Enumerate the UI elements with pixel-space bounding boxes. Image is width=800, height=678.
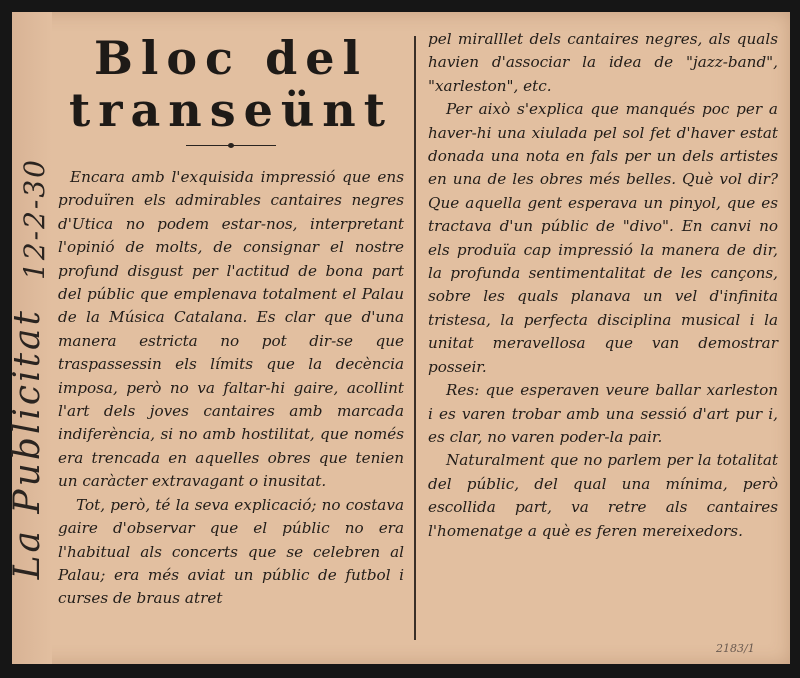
paragraph: Per això s'explica que manqués poc per a haver-hi una xiulada pel sol fet d'haver estat donada una nota en fals per un dels artistes en una de les obres més belles. Què vol dir? Que aquella gent esperava un pinyol, que es tractava d'un públic de "divo". En canvi no els produïa cap impressió la manera de dir, la profunda sentimentalitat de les cançons, sobre les quals planava un vel d'infinita tristesa, la perfecta disciplina musical i la unitat meravellosa que van demostrar posseir. <box>428 100 778 376</box>
handwritten-source: La Publicitat <box>7 308 48 580</box>
article-left-column <box>58 28 404 611</box>
title-line-2: transeünt <box>68 83 394 137</box>
paragraph: Res: que esperaven veure ballar xarleston i es varen trobar amb una sessió d'art pur i, es clar, no varen poder-la pair. <box>428 381 778 446</box>
paragraph: pel miralllet dels cantaires negres, als quals havien d'associar la idea de "jazz-band", "xarleston", etc. <box>428 30 778 95</box>
paragraph: Naturalment que no parlem per la totalitat del públic, del qual una mínima, però escollida part, va retre als cantaires l'homenatge a què es feren mereixedors. <box>428 451 778 540</box>
handwritten-date: 12-2-30 <box>18 158 51 280</box>
title-ornament <box>186 142 276 150</box>
paragraph: Tot, però, té la seva explicació; no costava gaire d'observar que el públic no era l'habitual als concerts que se celebren al Palau; era més aviat un públic de futbol i curses de braus atret <box>58 495 404 608</box>
paragraph: Encara amb l'exquisida impressió que ens produïren els admirables cantaires negres d'Utica no podem estar-nos, interpretant l'opinió de molts, de consignar el nostre profund disgust per l'actitud de bona part del públic que emplenava totalment el Palau de la Música Catalana. Es clar que d'una manera estricta no pot dir-se que traspassessin els límits que la decència imposa, però no va faltar-hi gaire, acollint l'art dels joves cantaires amb marcada indiferència, si no amb hostilitat, que només era trencada en aquelles obres que tenien un caràcter extravagant o inusitat. <box>58 168 404 491</box>
title-line-1: Bloc del <box>94 31 368 85</box>
archive-number: 2183/1 <box>716 642 755 655</box>
article-title <box>58 32 404 136</box>
article-right-column <box>428 28 778 543</box>
column-divider <box>414 36 416 640</box>
